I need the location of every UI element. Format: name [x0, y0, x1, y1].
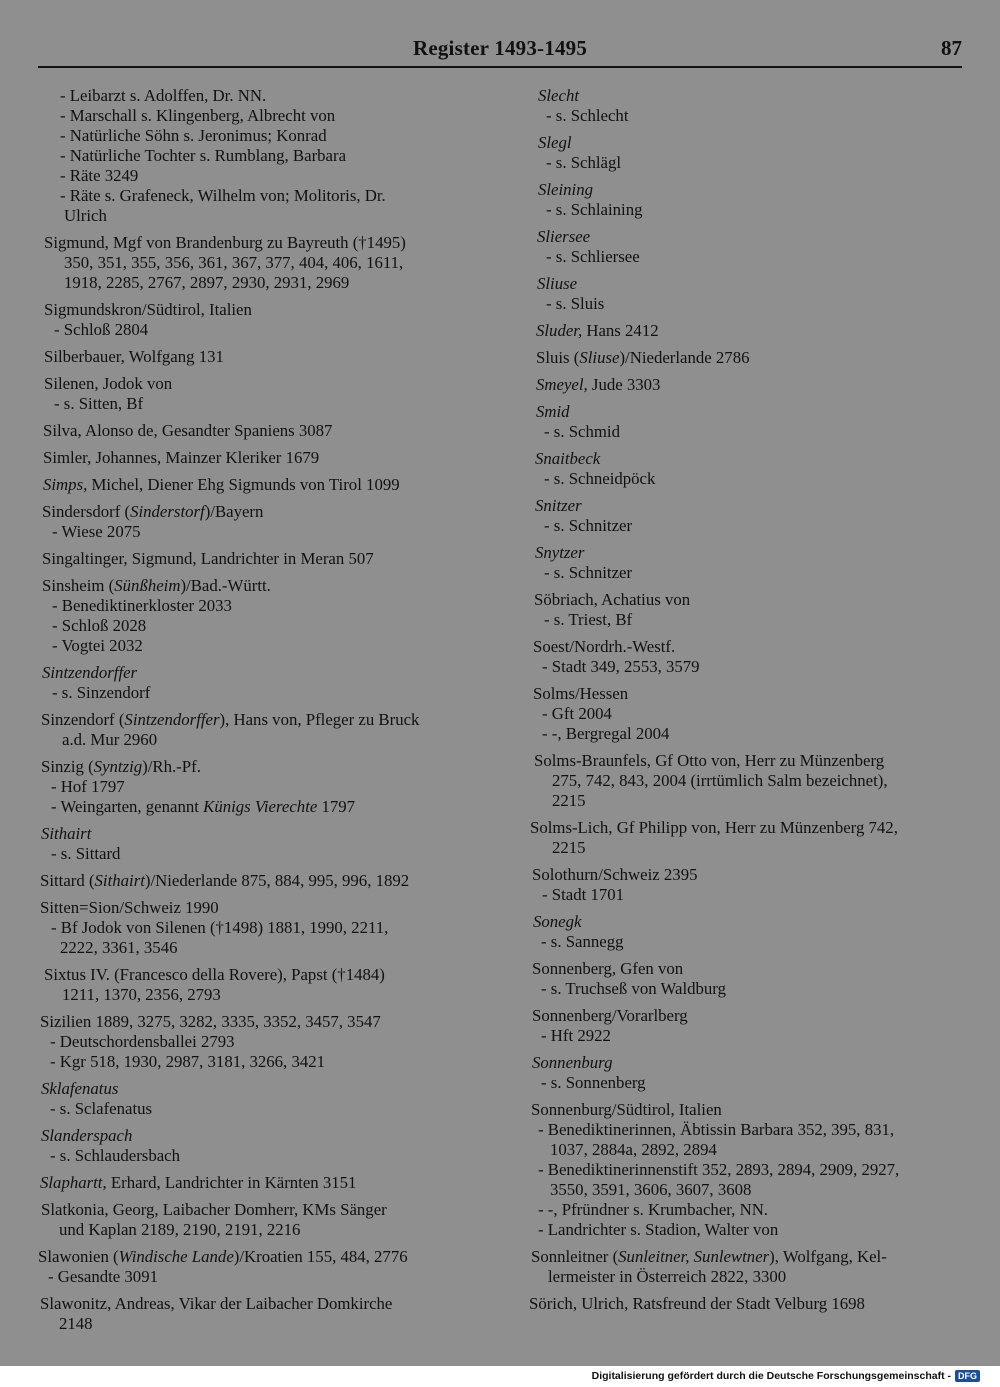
index-entry [528, 590, 962, 630]
index-line: Sizilien 1889, 3275, 3282, 3335, 3352, 3457, 3547 [40, 1012, 381, 1031]
index-entry [528, 1294, 962, 1314]
index-line: - s. Sluis [546, 294, 605, 313]
index-entry [38, 448, 474, 468]
index-line: - Stadt 349, 2553, 3579 [542, 657, 700, 676]
index-line [38, 871, 474, 891]
index-text: 1797 [317, 797, 356, 816]
index-line: 275, 742, 843, 2004 (irrtümlich Salm bezeichnet), [552, 771, 888, 790]
index-line: - Benediktinerkloster 2033 [52, 596, 232, 615]
index-line: Slanderspach [41, 1126, 133, 1145]
index-entry [38, 1173, 474, 1193]
index-line: Sonnenberg/Vorarlberg [532, 1006, 688, 1025]
index-line: Sörich, Ulrich, Ratsfreund der Stadt Velburg 1698 [529, 1294, 865, 1313]
index-entry [528, 449, 962, 489]
index-line: 2215 [552, 838, 586, 857]
index-line [38, 576, 474, 596]
index-line: - Natürliche Tochter s. Rumblang, Barbara [60, 146, 347, 165]
italic-term: Sithairt [94, 871, 145, 890]
index-text: ), Wolfgang, Kel- [769, 1247, 887, 1266]
index-entry [528, 133, 962, 173]
index-text: Erhard, Landrichter in Kärnten 3151 [106, 1173, 357, 1192]
index-text: )/Niederlande 875, 884, 995, 996, 1892 [144, 871, 410, 890]
index-entry [38, 871, 474, 891]
index-line: - s. Schliersee [546, 247, 640, 266]
index-line: und Kaplan 2189, 2190, 2191, 2216 [59, 1220, 301, 1239]
index-line [528, 348, 962, 368]
page-number: 87 [941, 36, 962, 60]
index-line: - Marschall s. Klingenberg, Albrecht von [60, 106, 336, 125]
index-line: Simler, Johannes, Mainzer Kleriker 1679 [43, 448, 320, 467]
index-line: Söbriach, Achatius von [534, 590, 691, 609]
index-line: Singaltinger, Sigmund, Landrichter in Meran 507 [42, 549, 374, 568]
index-line: - Wiese 2075 [52, 522, 141, 541]
italic-term: Künigs Vierechte [203, 797, 318, 816]
index-line: - Räte 3249 [60, 166, 139, 185]
italic-term: Smeyel, [536, 375, 588, 394]
index-entry [38, 300, 474, 340]
index-line: - s. Schmid [544, 422, 620, 441]
index-line: Snitzer [535, 496, 582, 515]
index-entry [38, 1247, 474, 1287]
index-entry [38, 663, 474, 703]
italic-term: Sinderstorf [130, 502, 205, 521]
index-line: - s. Schlecht [546, 106, 629, 125]
italic-term: Windische Lande [118, 1247, 234, 1266]
index-entry [38, 1126, 474, 1166]
index-line: Solms/Hessen [533, 684, 629, 703]
index-text: Slawonien ( [38, 1247, 119, 1266]
index-line: Slatkonia, Georg, Laibacher Domherr, KMs Sänger [41, 1200, 387, 1219]
index-text: Sindersdorf ( [42, 502, 131, 521]
index-entry [38, 421, 474, 441]
index-line: - Gft 2004 [542, 704, 612, 723]
index-line: - Kgr 518, 1930, 2987, 3181, 3266, 3421 [50, 1052, 326, 1071]
page-header [38, 36, 962, 68]
index-entry [528, 684, 962, 744]
index-line: - s. Schlägl [546, 153, 622, 172]
index-line: 2215 [552, 791, 586, 810]
index-line: 1918, 2285, 2767, 2897, 2930, 2931, 2969 [64, 273, 350, 292]
italic-term: Sintzendorffer [124, 710, 220, 729]
index-line [528, 321, 962, 341]
index-entry [528, 1247, 962, 1287]
index-entry [528, 321, 962, 341]
index-line: lermeister in Österreich 2822, 3300 [548, 1267, 787, 1286]
italic-term: Sliuse [579, 348, 620, 367]
dfg-logo: DFG [955, 1370, 980, 1382]
index-line: - Schloß 2028 [52, 616, 147, 635]
index-entry [528, 865, 962, 905]
digitization-footer [592, 1370, 980, 1382]
index-line: Solothurn/Schweiz 2395 [532, 865, 698, 884]
index-line: Slegl [538, 133, 572, 152]
index-line [528, 1247, 962, 1267]
index-entry [528, 1053, 962, 1093]
index-line: Smid [536, 402, 570, 421]
index-line: Sonnenburg/Südtirol, Italien [531, 1100, 722, 1119]
italic-term: Sünßheim [114, 576, 181, 595]
index-text: Michel, Diener Ehg Sigmunds von Tirol 1099 [87, 475, 400, 494]
left-column [38, 86, 474, 1341]
index-entry [38, 710, 474, 750]
index-text: Sittard ( [40, 871, 95, 890]
index-line: - Räte s. Grafeneck, Wilhelm von; Molitoris, Dr. [60, 186, 386, 205]
index-line: - Natürliche Söhn s. Jeronimus; Konrad [60, 126, 327, 145]
index-line: Slecht [538, 86, 580, 105]
header-rule [38, 66, 962, 68]
index-line [528, 375, 962, 395]
index-line: Ulrich [64, 206, 107, 225]
index-entry [528, 912, 962, 952]
index-line: Sonegk [533, 912, 582, 931]
index-text: )/Kroatien 155, 484, 2776 [233, 1247, 408, 1266]
index-line: Sonnenburg [532, 1053, 613, 1072]
index-entry [528, 637, 962, 677]
index-line: Sintzendorffer [42, 663, 138, 682]
index-line: Soest/Nordrh.-Westf. [533, 637, 676, 656]
index-text: Hans 2412 [582, 321, 659, 340]
index-line [38, 797, 474, 817]
index-text: )/Bad.-Württ. [180, 576, 271, 595]
index-entry [528, 543, 962, 583]
index-line: Sitten=Sion/Schweiz 1990 [40, 898, 219, 917]
index-text: )/Bayern [204, 502, 264, 521]
index-line [38, 475, 474, 495]
index-line: - Hof 1797 [51, 777, 125, 796]
index-line: - -, Pfründner s. Krumbacher, NN. [538, 1200, 769, 1219]
index-text: )/Rh.-Pf. [142, 757, 201, 776]
index-line: Slawonitz, Andreas, Vikar der Laibacher Domkirche [40, 1294, 393, 1313]
index-line: Snaitbeck [535, 449, 601, 468]
index-line [38, 502, 474, 522]
index-entry [38, 233, 474, 293]
index-line: Solms-Lich, Gf Philipp von, Herr zu Münzenberg 742, [530, 818, 898, 837]
index-line: Sliersee [537, 227, 591, 246]
index-line: Silenen, Jodok von [44, 374, 173, 393]
index-entry [528, 1100, 962, 1240]
index-line: Snytzer [535, 543, 585, 562]
italic-term: Sluder, [536, 321, 583, 340]
index-entry [38, 1079, 474, 1119]
index-line: - s. Schlaudersbach [50, 1146, 181, 1165]
index-line: Sigmund, Mgf von Brandenburg zu Bayreuth (†1495) [44, 233, 406, 252]
index-line: 1037, 2884a, 2892, 2894 [550, 1140, 717, 1159]
index-entry [528, 959, 962, 999]
index-entry [38, 549, 474, 569]
index-entry [38, 824, 474, 864]
index-line [38, 1173, 474, 1193]
index-line: - s. Sonnenberg [541, 1073, 646, 1092]
index-line: Sklafenatus [41, 1079, 119, 1098]
index-line: Solms-Braunfels, Gf Otto von, Herr zu Münzenberg [534, 751, 885, 770]
index-line: 2222, 3361, 3546 [60, 938, 178, 957]
index-entry [38, 757, 474, 817]
index-line: 2148 [59, 1314, 93, 1333]
index-line: - Stadt 1701 [542, 885, 625, 904]
index-entry [38, 475, 474, 495]
index-line: - s. Schneidpöck [544, 469, 656, 488]
index-line: - Gesandte 3091 [48, 1267, 158, 1286]
index-line: - s. Sittard [51, 844, 121, 863]
index-line [38, 710, 474, 730]
index-entry [528, 1006, 962, 1046]
index-line: - Deutschordensballei 2793 [50, 1032, 235, 1051]
index-entry [528, 751, 962, 811]
right-column [528, 86, 962, 1321]
index-line: - s. Schnitzer [544, 563, 633, 582]
index-line: Sleining [538, 180, 593, 199]
index-text: Sinzig ( [41, 757, 94, 776]
index-line: - Benediktinerinnenstift 352, 2893, 2894, 2909, 2927, [538, 1160, 900, 1179]
index-entry [38, 374, 474, 414]
index-line: Sithairt [41, 824, 92, 843]
index-line: - s. Sitten, Bf [54, 394, 144, 413]
index-text: Sinzendorf ( [41, 710, 125, 729]
index-line: 350, 351, 355, 356, 361, 367, 377, 404, 406, 1611, [64, 253, 404, 272]
italic-term: Sunleitner, Sunlewtner [618, 1247, 770, 1266]
index-text: )/Niederlande 2786 [619, 348, 750, 367]
index-entry [38, 898, 474, 958]
index-line: - s. Triest, Bf [544, 610, 633, 629]
index-line: - s. Schlaining [546, 200, 643, 219]
index-line: Silva, Alonso de, Gesandter Spaniens 3087 [43, 421, 333, 440]
index-entry [528, 180, 962, 220]
italic-term: Slaphartt, [40, 1173, 107, 1192]
index-line: - Vogtei 2032 [52, 636, 143, 655]
index-entry [528, 227, 962, 267]
index-entry [38, 502, 474, 542]
index-line: Sonnenberg, Gfen von [532, 959, 684, 978]
index-line: - s. Schnitzer [544, 516, 633, 535]
index-line: - s. Sinzendorf [52, 683, 151, 702]
index-entry [528, 402, 962, 442]
index-line: - Benediktinerinnen, Äbtissin Barbara 352, 395, 831, [538, 1120, 895, 1139]
index-entry [528, 375, 962, 395]
index-line: - -, Bergregal 2004 [542, 724, 670, 743]
page-title: Register 1493-1495 [412, 36, 588, 60]
index-line: Sigmundskron/Südtirol, Italien [44, 300, 252, 319]
index-line: - Schloß 2804 [54, 320, 149, 339]
index-text: - Weingarten, genannt [51, 797, 204, 816]
index-line: Silberbauer, Wolfgang 131 [44, 347, 224, 366]
index-line [38, 1247, 474, 1267]
index-line: a.d. Mur 2960 [62, 730, 158, 749]
index-line: - s. Truchseß von Waldburg [541, 979, 726, 998]
index-line: Sixtus IV. (Francesco della Rovere), Papst (†1484) [44, 965, 385, 984]
index-entry [38, 1200, 474, 1240]
index-entry [528, 818, 962, 858]
index-entry [38, 1294, 474, 1334]
index-entry [38, 347, 474, 367]
index-text: ), Hans von, Pfleger zu Bruck [219, 710, 420, 729]
index-entry [38, 86, 474, 226]
index-line: - Leibarzt s. Adolffen, Dr. NN. [60, 86, 267, 105]
index-entry [38, 965, 474, 1005]
italic-term: Simps, [43, 475, 88, 494]
index-text: Sluis ( [536, 348, 580, 367]
index-line: 3550, 3591, 3606, 3607, 3608 [550, 1180, 752, 1199]
index-entry [528, 274, 962, 314]
italic-term: Syntzig [93, 757, 143, 776]
index-text: Jude 3303 [587, 375, 661, 394]
index-entry [38, 1012, 474, 1072]
index-line: - Landrichter s. Stadion, Walter von [538, 1220, 779, 1239]
index-line: - s. Sannegg [541, 932, 624, 951]
footer-text: Digitalisierung gefördert durch die Deutsche Forschungsgemeinschaft - [591, 1370, 951, 1382]
index-entry [528, 348, 962, 368]
index-line: - s. Sclafenatus [50, 1099, 153, 1118]
index-line: - Hft 2922 [541, 1026, 611, 1045]
index-line [38, 757, 474, 777]
index-text: Sonnleitner ( [531, 1247, 619, 1266]
index-line: 1211, 1370, 2356, 2793 [62, 985, 221, 1004]
index-entry [528, 496, 962, 536]
index-line: - Bf Jodok von Silenen (†1498) 1881, 1990, 2211, [51, 918, 389, 937]
index-text: Sinsheim ( [42, 576, 115, 595]
index-line: Sliuse [537, 274, 578, 293]
index-entry [528, 86, 962, 126]
index-entry [38, 576, 474, 656]
